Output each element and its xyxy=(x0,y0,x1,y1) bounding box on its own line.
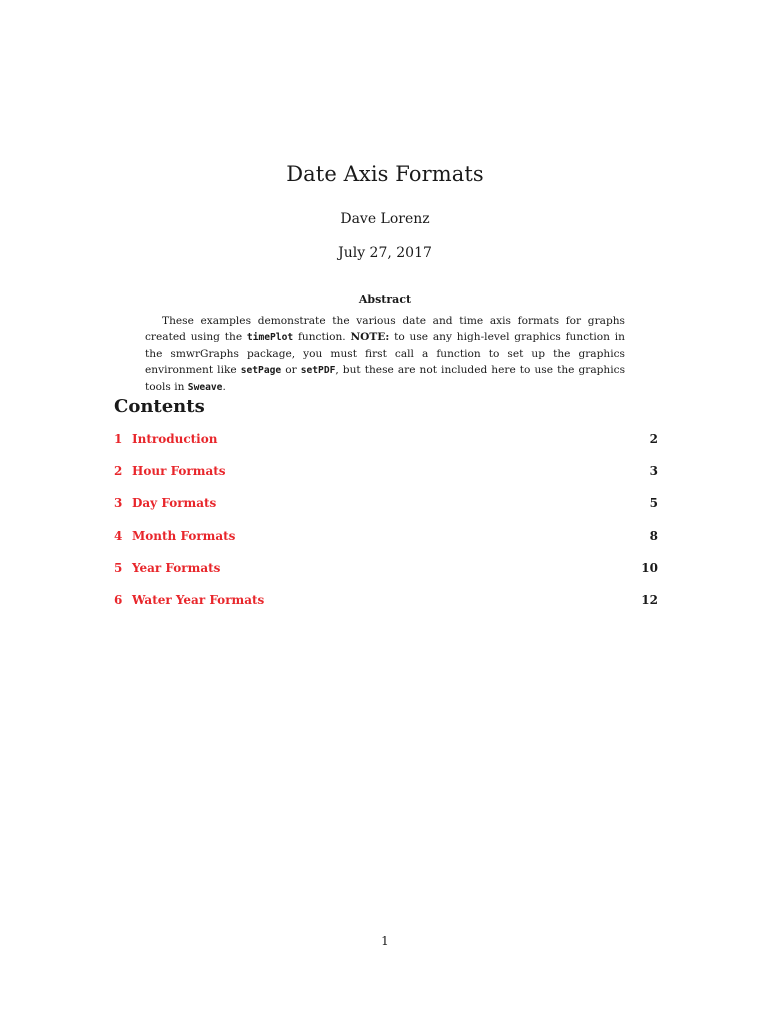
toc-entry-day-formats[interactable] xyxy=(114,496,658,528)
toc-entry-number: 1 xyxy=(114,432,123,446)
toc-entry-label: Year Formats xyxy=(132,560,221,575)
table-of-contents xyxy=(114,432,658,625)
document-author: Dave Lorenz xyxy=(340,211,430,227)
abstract-body xyxy=(145,313,625,396)
toc-entry-label: Water Year Formats xyxy=(132,592,265,607)
toc-entry-number: 4 xyxy=(114,528,123,543)
abstract-code-term: Sweave xyxy=(187,382,223,393)
abstract-text: or xyxy=(281,364,301,376)
document-title: Date Axis Formats xyxy=(286,162,484,186)
toc-entry-number: 5 xyxy=(114,560,123,575)
toc-entry-page: 12 xyxy=(641,592,658,607)
abstract-text: These examples demonstrate the various date and time axis formats for graphs created using the xyxy=(145,315,625,343)
toc-entry-page: 3 xyxy=(649,464,658,479)
toc-entry-introduction[interactable] xyxy=(114,432,658,464)
page-number: 1 xyxy=(381,934,389,948)
toc-entry-label: Month Formats xyxy=(132,528,236,543)
contents-heading: Contents xyxy=(114,396,205,417)
toc-entry-label: Introduction xyxy=(132,432,218,446)
abstract-code-term: timePlot xyxy=(246,332,294,343)
toc-entry-page: 5 xyxy=(649,496,658,511)
abstract-text: function. xyxy=(293,331,351,343)
toc-entry-number: 6 xyxy=(114,592,123,607)
toc-entry-year-formats[interactable] xyxy=(114,561,658,593)
abstract-text: , but these are not included here to use the graphics tools in xyxy=(145,364,625,393)
abstract-code-term: setPage xyxy=(240,365,282,376)
toc-entry-water-year-formats[interactable] xyxy=(114,593,658,625)
toc-entry-label: Day Formats xyxy=(132,496,217,511)
toc-entry-number: 2 xyxy=(114,464,123,479)
abstract-note-label: NOTE: xyxy=(350,331,390,343)
abstract-text: to use any high-level graphics function in the smwrGraphs package, you must first call a function to set up the graphics environment like xyxy=(145,331,625,376)
toc-entry-page: 10 xyxy=(641,560,658,575)
toc-entry-number: 3 xyxy=(114,496,123,511)
abstract-heading: Abstract xyxy=(358,293,412,306)
toc-entry-label: Hour Formats xyxy=(132,464,226,479)
abstract-text: . xyxy=(222,381,226,393)
toc-entry-month-formats[interactable] xyxy=(114,529,658,561)
toc-entry-page: 2 xyxy=(649,432,658,446)
toc-entry-hour-formats[interactable] xyxy=(114,464,658,496)
document-date: July 27, 2017 xyxy=(338,245,432,261)
abstract-code-term: setPDF xyxy=(300,365,336,376)
toc-entry-page: 8 xyxy=(649,528,658,543)
